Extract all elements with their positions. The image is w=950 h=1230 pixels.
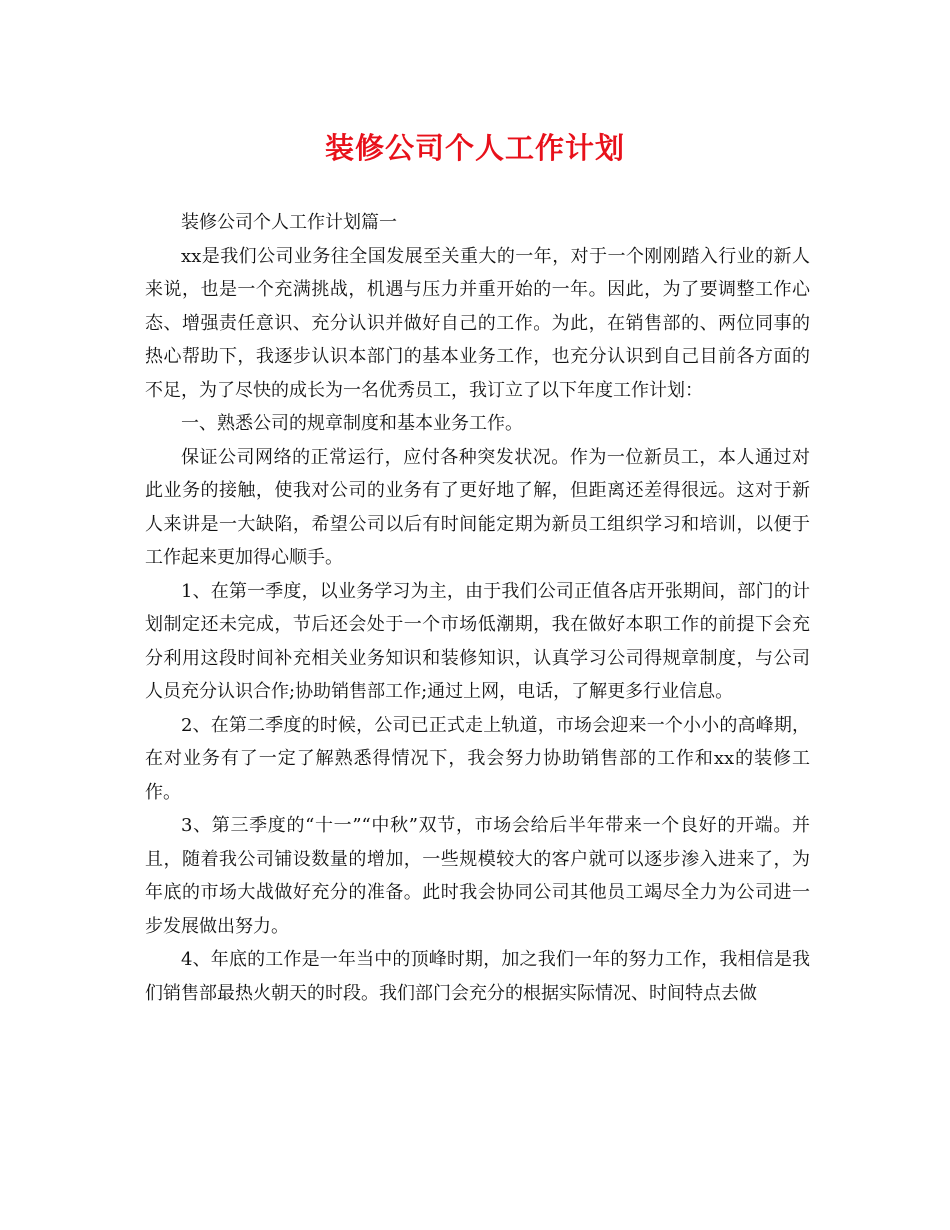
paragraph-q1: 1、在第一季度，以业务学习为主，由于我们公司正值各店开张期间，部门的计划制定还未完成，节后还会处于一个市场低潮期，我在做好本职工作的前提下会充分利用这段时间补充相关业务知识和装修知识，认真学习公司得规章制度，与公司人员充分认识合作;协助销售部工作;通过上网，电话，了解更多行业信息。 (145, 580, 810, 702)
paragraph-year-end: 4、年底的工作是一年当中的顶峰时期，加之我们一年的努力工作，我相信是我们销售部最热火朝天的时段。我们部门会充分的根据实际情况、时间特点去做 (145, 949, 810, 1004)
paragraph-intro: xx是我们公司业务往全国发展至关重大的一年，对于一个刚刚踏入行业的新人来说，也是一个充满挑战，机遇与压力并重开始的一年。因此，为了要调整工作心态、增强责任意识、充分认识并做好自己的工作。为此，在销售部的、两位同事的热心帮助下，我逐步认识本部门的基本业务工作，也充分认识到自己目前各方面的不足，为了尽快的成长为一名优秀员工，我订立了以下年度工作计划： (145, 245, 810, 401)
document-body (145, 206, 810, 1010)
paragraph-q2: 2、在第二季度的时候，公司已正式走上轨道，市场会迎来一个小小的高峰期，在对业务有了一定了解熟悉得情况下，我会努力协助销售部的工作和xx的装修工作。 (145, 714, 810, 803)
paragraph-section-heading: 装修公司个人工作计划篇一 (181, 212, 397, 233)
paragraph-q3: 3、第三季度的“十一”“中秋”双节，市场会给后半年带来一个良好的开端。并且，随着我公司铺设数量的增加，一些规模较大的客户就可以逐步渗入进来了，为年底的市场大战做好充分的准备。此时我会协同公司其他员工竭尽全力为公司进一步发展做出努力。 (145, 815, 810, 937)
paragraph-network: 保证公司网络的正常运行，应付各种突发状况。作为一位新员工，本人通过对此业务的接触，使我对公司的业务有了更好地了解，但距离还差得很远。这对于新人来讲是一大缺陷，希望公司以后有时间能定期为新员工组织学习和培训，以便于工作起来更加得心顺手。 (145, 446, 810, 568)
paragraph-heading-one: 一、熟悉公司的规章制度和基本业务工作。 (181, 413, 523, 434)
document-title: 装修公司个人工作计划 (324, 131, 625, 165)
